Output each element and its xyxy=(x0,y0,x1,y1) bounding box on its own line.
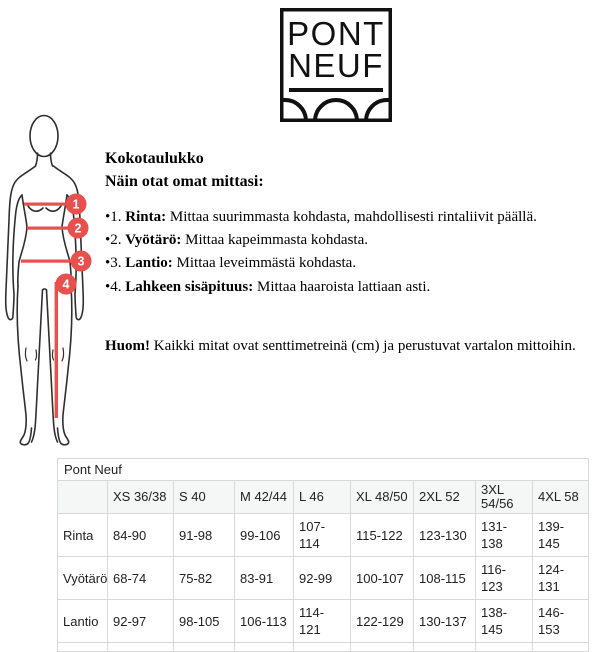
list-item xyxy=(105,276,591,299)
size-value-cell: 122-129 xyxy=(351,600,414,643)
size-value-cell: 92-99 xyxy=(294,557,351,600)
item-term: Lahkeen sisäpituus: xyxy=(125,278,254,295)
table-header-row xyxy=(58,481,589,514)
size-value-cell: 91-98 xyxy=(174,514,235,557)
size-value-cell: 99-106 xyxy=(235,514,294,557)
table-row xyxy=(58,600,589,643)
logo-divider-line xyxy=(289,88,383,92)
item-text: Mittaa leveimmästä kohdasta. xyxy=(176,255,357,272)
size-value-cell: 83-91 xyxy=(235,557,294,600)
size-value-cell: 146-153 xyxy=(533,600,589,643)
corner-cell xyxy=(58,481,108,514)
cutoff-cell xyxy=(476,643,533,652)
size-value-cell: 98-105 xyxy=(174,600,235,643)
bridge-arches-icon xyxy=(264,100,408,121)
item-term: Rinta: xyxy=(125,209,167,225)
size-value-cell: 108-115 xyxy=(414,557,476,600)
measurement-markers xyxy=(56,194,92,295)
row-label-cell: Rinta xyxy=(58,514,108,557)
size-value-cell: 124-131 xyxy=(533,557,589,600)
pont-neuf-logo-graphic xyxy=(280,8,392,122)
row-label-cell: Vyötärö xyxy=(58,557,108,600)
size-value-cell: 106-113 xyxy=(235,600,294,643)
cutoff-cell xyxy=(294,643,351,652)
row-label-cell: Lantio xyxy=(58,600,108,643)
item-number: •1. xyxy=(105,209,122,225)
size-column-header: XL 48/50 xyxy=(351,481,414,514)
instructions-block xyxy=(105,147,591,357)
size-column-header: L 46 xyxy=(294,481,351,514)
size-value-cell: 114-121 xyxy=(294,600,351,643)
logo-text-line1: PONT xyxy=(287,15,385,52)
list-item xyxy=(105,229,591,252)
size-value-cell: 139-145 xyxy=(533,514,589,557)
size-value-cell: 84-90 xyxy=(108,514,174,557)
cutoff-cell xyxy=(414,643,476,652)
cutoff-cell xyxy=(108,643,174,652)
size-column-header: 3XL 54/56 xyxy=(476,481,533,514)
marker-3-number: 3 xyxy=(77,254,85,269)
size-column-header: 4XL 58 xyxy=(533,481,589,514)
cutoff-row xyxy=(58,643,589,652)
size-value-cell: 100-107 xyxy=(351,557,414,600)
size-value-cell: 75-82 xyxy=(174,557,235,600)
logo-text-line2: NEUF xyxy=(288,47,384,84)
size-value-cell: 107-114 xyxy=(294,514,351,557)
size-value-cell: 115-122 xyxy=(351,514,414,557)
size-value-cell: 130-137 xyxy=(414,600,476,643)
item-number: •3. xyxy=(105,255,122,272)
marker-1-number: 1 xyxy=(72,197,80,212)
page-title: Kokotaulukko xyxy=(105,150,204,167)
marker-2-number: 2 xyxy=(74,221,82,236)
measurement-figure xyxy=(0,110,110,450)
list-item xyxy=(105,206,591,229)
note-line xyxy=(105,335,591,357)
marker-4-number: 4 xyxy=(62,277,70,292)
item-text: Mittaa suurimmasta kohdasta, mahdollisesti rintaliivit päällä. xyxy=(169,209,537,225)
list-item xyxy=(105,252,591,275)
item-number: •4. xyxy=(105,278,122,295)
table-title-row xyxy=(58,459,589,481)
size-table xyxy=(57,458,589,652)
cutoff-cell xyxy=(533,643,589,652)
table-title: Pont Neuf xyxy=(58,459,589,481)
cutoff-cell xyxy=(235,643,294,652)
note-text: Kaikki mitat ovat senttimetreinä (cm) ja perustuvat vartalon mittoihin. xyxy=(153,337,576,354)
size-value-cell: 123-130 xyxy=(414,514,476,557)
size-table-container xyxy=(57,458,590,637)
item-text: Mittaa kapeimmasta kohdasta. xyxy=(185,232,368,249)
item-text: Mittaa haaroista lattiaan asti. xyxy=(256,278,431,295)
body-outline-diagram xyxy=(0,110,110,450)
size-column-header: S 40 xyxy=(174,481,235,514)
pont-neuf-logo xyxy=(280,8,392,122)
size-value-cell: 131-138 xyxy=(476,514,533,557)
measurement-instructions-list xyxy=(105,206,591,299)
size-column-header: 2XL 52 xyxy=(414,481,476,514)
size-column-header: M 42/44 xyxy=(235,481,294,514)
item-term: Lantio: xyxy=(125,255,173,272)
table-row xyxy=(58,557,589,600)
instructions-subtitle: Näin otat omat mittasi: xyxy=(105,173,264,190)
inseam-line xyxy=(55,282,58,418)
table-row xyxy=(58,514,589,557)
note-label: Huom! xyxy=(105,337,150,354)
size-value-cell: 92-97 xyxy=(108,600,174,643)
size-value-cell: 68-74 xyxy=(108,557,174,600)
item-term: Vyötärö: xyxy=(125,232,182,249)
item-number: •2. xyxy=(105,232,122,249)
cutoff-cell xyxy=(58,643,108,652)
size-value-cell: 116-123 xyxy=(476,557,533,600)
size-column-header: XS 36/38 xyxy=(108,481,174,514)
cutoff-cell xyxy=(351,643,414,652)
cutoff-cell xyxy=(174,643,235,652)
size-value-cell: 138-145 xyxy=(476,600,533,643)
